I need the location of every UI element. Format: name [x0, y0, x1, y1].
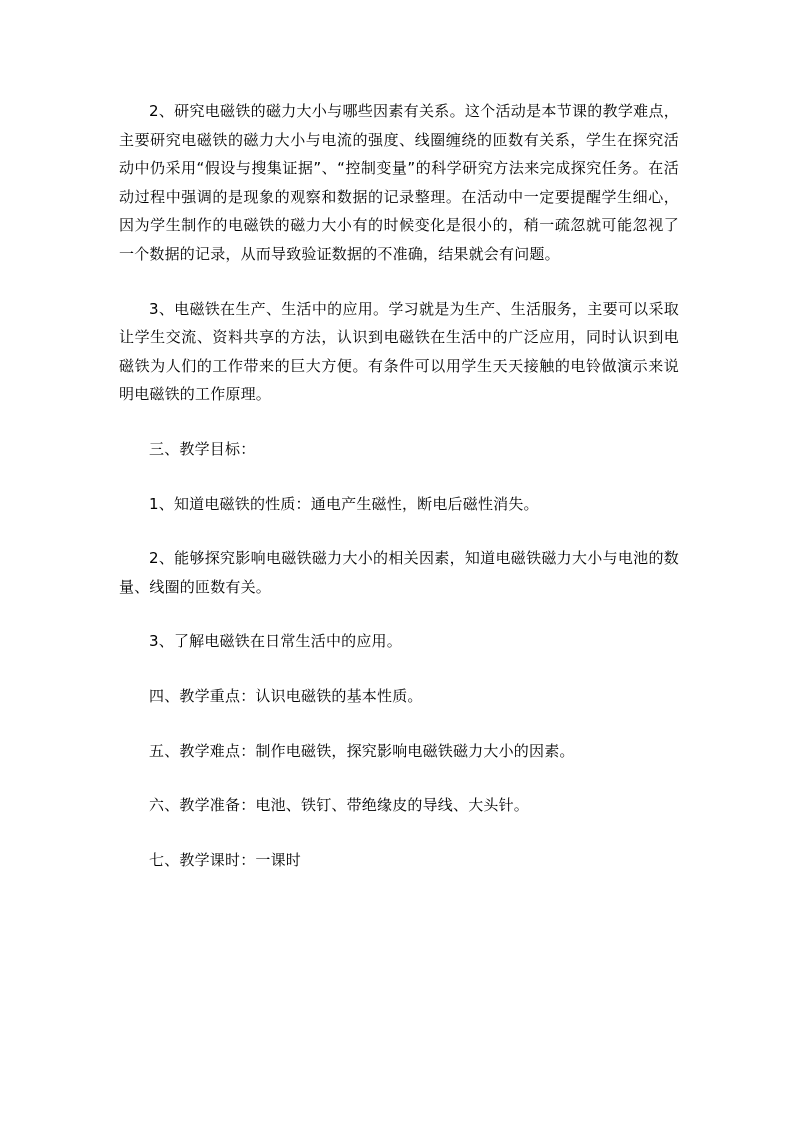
goal-item-2: 2、能够探究影响电磁铁磁力大小的相关因素，知道电磁铁磁力大小与电池的数量、线圈的匝数有关。 [119, 549, 679, 596]
paragraph-gap [119, 601, 679, 627]
paragraph-gap [119, 518, 679, 544]
paragraph-gap [119, 820, 679, 846]
heading-teaching-difficulty: 五、教学难点：制作电磁铁，探究影响电磁铁磁力大小的因素。 [149, 741, 575, 760]
paragraph-gap [119, 464, 679, 490]
heading-teaching-hours: 七、教学课时：一课时 [149, 850, 302, 869]
paragraph-gap [119, 711, 679, 737]
heading-teaching-focus: 四、教学重点：认识电磁铁的基本性质。 [149, 686, 423, 705]
heading-teaching-preparation: 六、教学准备：电池、铁钉、带绝缘皮的导线、大头针。 [149, 796, 530, 815]
paragraph-gap [119, 409, 679, 435]
heading-teaching-goals: 三、教学目标： [149, 439, 256, 458]
paragraph-gap [119, 656, 679, 682]
paragraph-difficulty-research: 2、研究电磁铁的磁力大小与哪些因素有关系。这个活动是本节课的教学难点，主要研究电磁铁的磁力大小与电流的强度、线圈缠绕的匝数有关系，学生在探究活动中仍采用“假设与搜集证据”、“控制变量”的科学研究方法来完成探究任务。在活动过程中强调的是现象的观察和数据的记录整理。在活动中一定要提醒学生细心，因为学生制作的电磁铁的磁力大小有的时候变化是很小的，稍一疏忽就可能忽视了一个数据的记录，从而导致验证数据的不准确，结果就会有问题。 [119, 102, 679, 263]
goal-item-1: 1、知道电磁铁的性质：通电产生磁性，断电后磁性消失。 [149, 494, 539, 513]
paragraph-application: 3、电磁铁在生产、生活中的应用。学习就是为生产、生活服务，主要可以采取让学生交流、资料共享的方法，认识到电磁铁在生活中的广泛应用，同时认识到电磁铁为人们的工作带来的巨大方便。有条件可以用学生天天接触的电铃做演示来说明电磁铁的工作原理。 [119, 299, 679, 404]
paragraph-gap [119, 765, 679, 791]
paragraph-gap [119, 269, 679, 295]
goal-item-3: 3、了解电磁铁在日常生活中的应用。 [149, 632, 402, 651]
document-body [119, 97, 679, 874]
